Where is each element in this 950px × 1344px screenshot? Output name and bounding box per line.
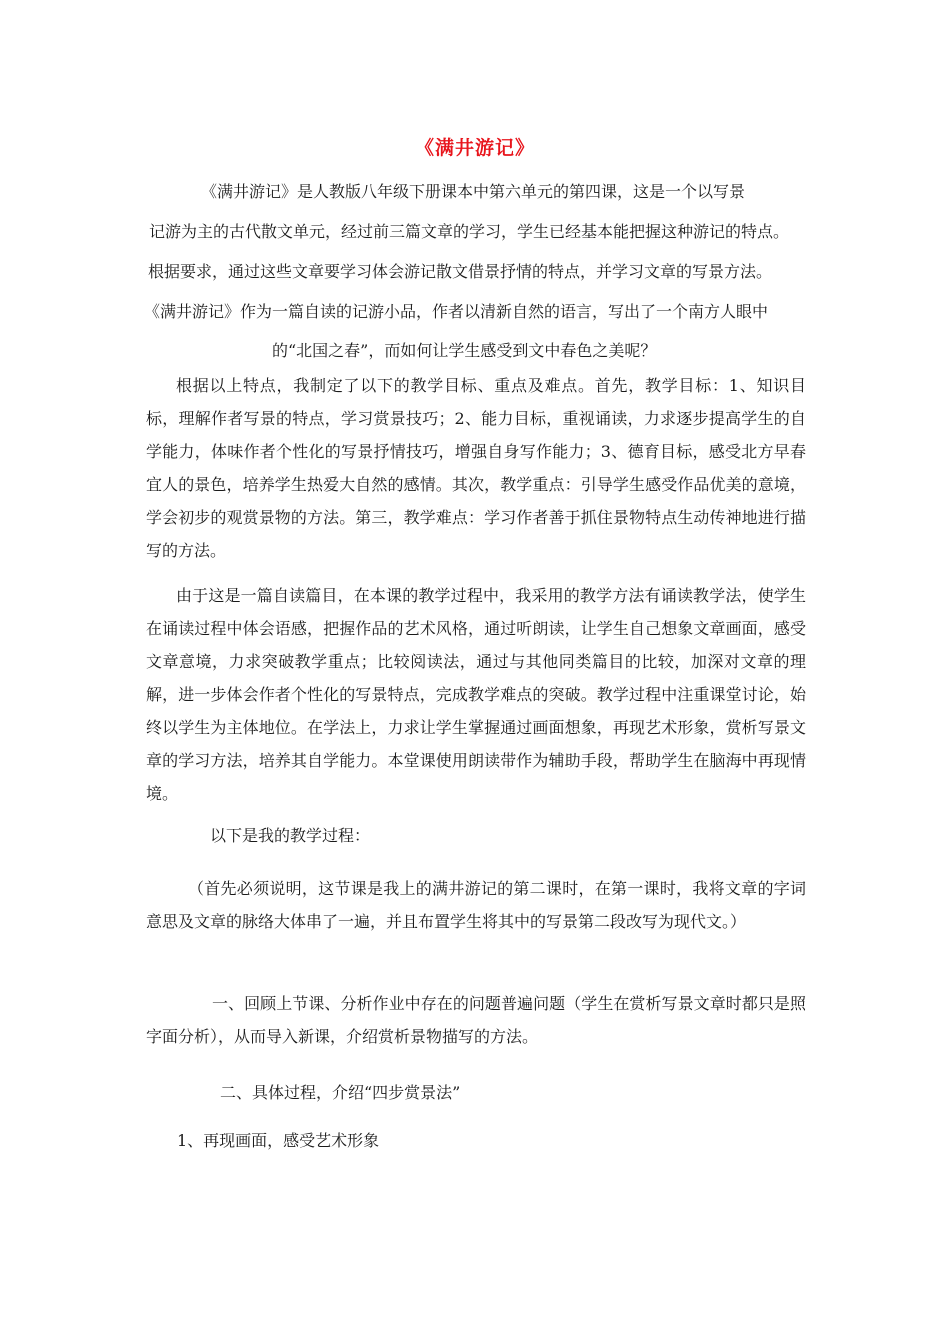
step-one-paragraph: 一、回顾上节课、分析作业中存在的问题普遍问题（学生在赏析写景文章时都只是照字面分析），从而导入新课，介绍赏析景物描写的方法。 bbox=[146, 994, 806, 1046]
document-title: 《满井游记》 bbox=[414, 137, 535, 159]
intro-line-3: 根据要求，通过这些文章要学习体会游记散文借景抒情的特点，并学习文章的写景方法。 bbox=[148, 262, 773, 281]
intro-line-4: 《满井游记》作为一篇自读的记游小品，作者以清新自然的语言，写出了一个南方人眼中 bbox=[144, 302, 769, 321]
process-heading: 以下是我的教学过程： bbox=[210, 826, 371, 845]
intro-line-1: 《满井游记》是人教版八年级下册课本中第六单元的第四课，这是一个以写景 bbox=[201, 182, 746, 201]
step-two-heading: 二、具体过程，介绍“四步赏景法” bbox=[220, 1083, 461, 1102]
teaching-methods-paragraph: 由于这是一篇自读篇目，在本课的教学过程中，我采用的教学方法有诵读教学法，使学生在诵读过程中体会语感，把握作品的艺术风格，通过听朗读，让学生自己想象文章画面，感受文章意境，力求突破教学重点；比较阅读法，通过与其他同类篇目的比较，加深对文章的理解，进一步体会作者个性化的写景特点，完成教学难点的突破。教学过程中注重课堂讨论，始终以学生为主体地位。在学法上，力求让学生掌握通过画面想象，再现艺术形象，赏析写景文章的学习方法，培养其自学能力。本堂课使用朗读带作为辅助手段，帮助学生在脑海中再现情境。 bbox=[146, 586, 806, 803]
intro-line-2: 记游为主的古代散文单元，经过前三篇文章的学习，学生已经基本能把握这种游记的特点。 bbox=[149, 222, 790, 241]
first-lesson-note: （首先必须说明，这节课是我上的满井游记的第二课时，在第一课时，我将文章的字词意思及文章的脉络大体串了一遍，并且布置学生将其中的写景第二段改写为现代文。） bbox=[146, 879, 806, 931]
step-two-item-one: 1、再现画面，感受艺术形象 bbox=[177, 1131, 380, 1150]
intro-line-5: 的“北国之春”，而如何让学生感受到文中春色之美呢？ bbox=[272, 341, 657, 360]
teaching-goals-paragraph: 根据以上特点，我制定了以下的教学目标、重点及难点。首先，教学目标：1、知识目标，理解作者写景的特点，学习赏景技巧；2、能力目标，重视诵读，力求逐步提高学生的自学能力，体味作者个性化的写景抒情技巧，增强自身写作能力；3、德育目标，感受北方早春宜人的景色，培养学生热爱大自然的感情。其次，教学重点：引导学生感受作品优美的意境，学会初步的观赏景物的方法。第三，教学难点：学习作者善于抓住景物特点生动传神地进行描写的方法。 bbox=[146, 376, 806, 560]
